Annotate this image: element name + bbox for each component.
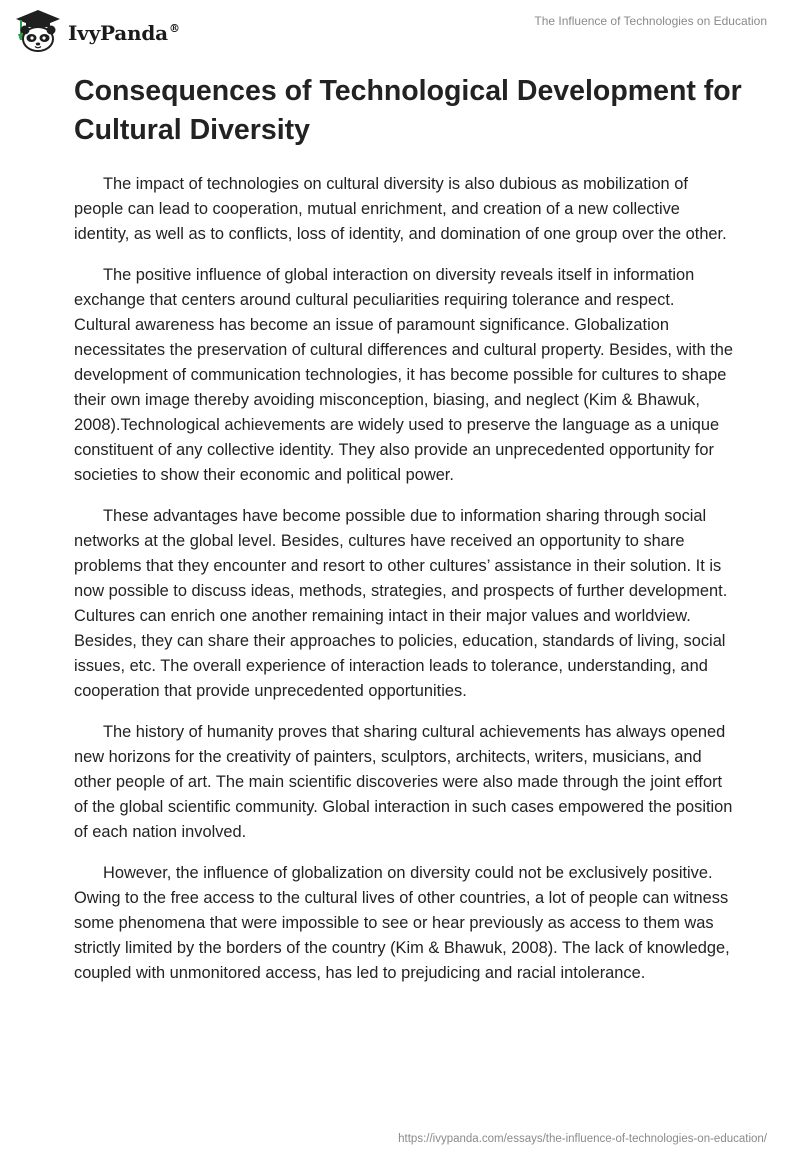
paragraph: However, the influence of globalization on diversity could not be exclusively positive. Owing to the free access to the cultural lives of other countries, a lot of people can witness some phenomena that were impossible to see or hear previously as access to them was strictly limited by the borders of the country (Kim & Bhawuk, 2008). The lack of knowledge, coupled with unmonitored access, has led to prejudicing and racial intolerance. — [74, 864, 730, 982]
page-header — [0, 0, 800, 60]
panda-graduation-cap-icon — [14, 8, 62, 54]
registered-mark: ® — [168, 22, 180, 36]
page-title: Consequences of Technological Development for Cultural Diversity — [74, 75, 742, 146]
paragraph: The positive influence of global interaction on diversity reveals itself in information exchange that centers around cultural peculiarities requiring tolerance and respect. Cultural awareness has become an issue of paramount significance. Globalization necessitates the preservation of cultural differences and cultural property. Besides, with the development of communication technologies, it has become possible for cultures to shape their own image thereby avoiding misconception, biasing, and neglect (Kim & Bhawuk, 2008).Technological achievements are widely used to preserve the language as a unique constituent of any collective identity. They also provide an unprecedented opportunity for societies to show their economic and political power. — [74, 266, 734, 484]
source-url[interactable]: https://ivypanda.com/essays/the-influence-of-technologies-on-education/ — [398, 1133, 767, 1145]
logo-wordmark: IvyPanda® — [68, 21, 180, 45]
paragraph: The impact of technologies on cultural diversity is also dubious as mobilization of people can lead to cooperation, mutual enrichment, and creation of a new collective identity, as well as to conflicts, loss of identity, and domination of one group over the other. — [74, 175, 727, 243]
paragraph: These advantages have become possible due to information sharing through social networks at the global level. Besides, cultures have received an opportunity to share problems that they encounter and resort to other cultures’ assistance in their solution. It is now possible to discuss ideas, methods, strategies, and prospects of further development. Cultures can enrich one another remaining intact in their major values and worldview. Besides, they can share their approaches to policies, education, standards of living, social issues, etc. The overall experience of interaction leads to tolerance, understanding, and cooperation that provide unprecedented opportunities. — [74, 507, 728, 700]
article-body — [74, 172, 734, 1002]
paragraph: The history of humanity proves that sharing cultural achievements has always opened new horizons for the creativity of painters, sculptors, architects, writers, musicians, and other people of art. The main scientific discoveries were also made through the joint effort of the global scientific community. Global interaction in such cases empowered the position of each nation involved. — [74, 723, 733, 841]
ivypanda-logo[interactable] — [14, 8, 180, 54]
document-header-title: The Influence of Technologies on Education — [534, 14, 767, 28]
